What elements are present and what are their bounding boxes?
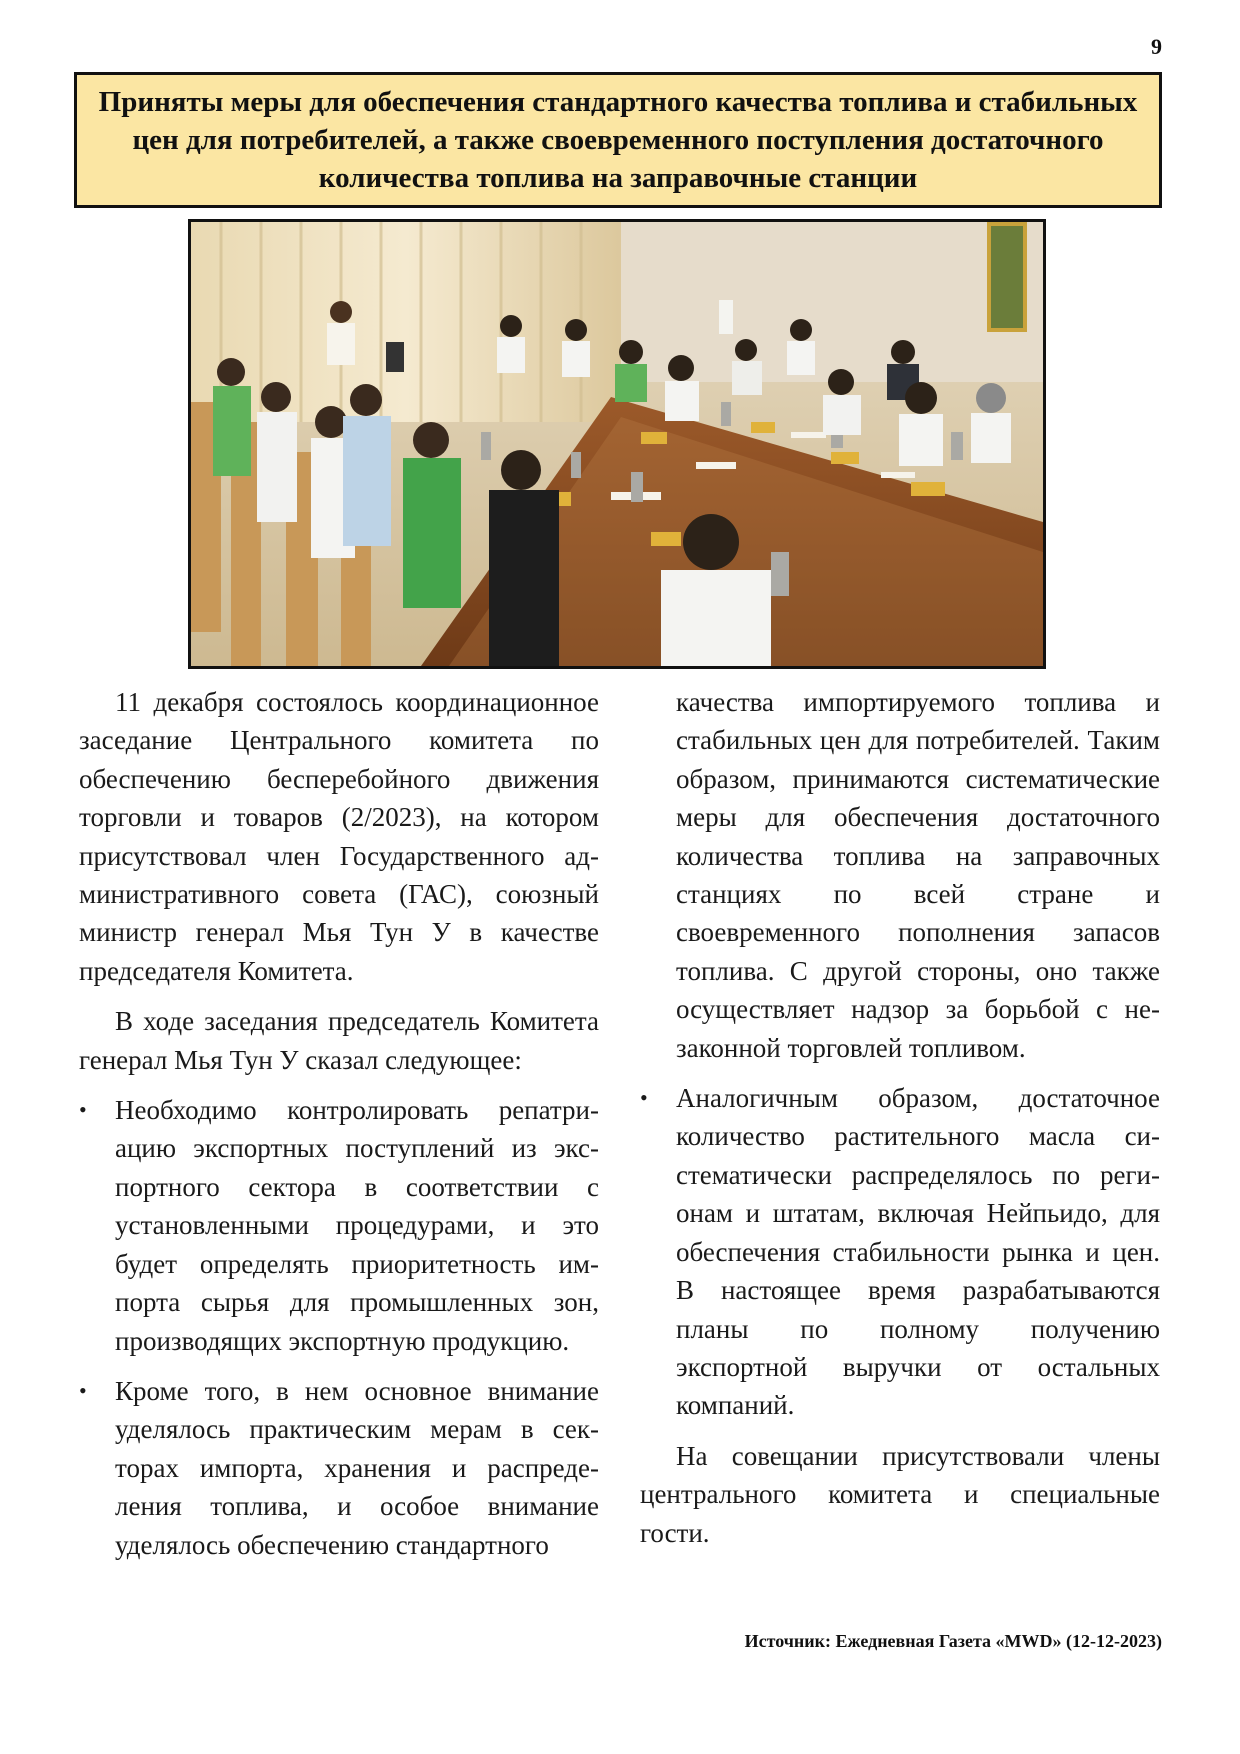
left-column <box>79 683 599 1576</box>
bullet-icon: • <box>79 1377 87 1403</box>
bullet-text: Необходимо контролировать репатриацию экспортных поступлений из экспортного сектора в соответствии с установленными процедурами, и это будет определять приоритетность импорта сырья для промышленных зон, производящих экспортную продукцию. <box>115 1095 599 1356</box>
list-item <box>79 1091 599 1360</box>
source-credit: Источник: Ежедневная Газета «MWD» (12-12-2023) <box>744 1631 1162 1651</box>
bullet-icon: • <box>640 1085 648 1111</box>
bullet-continuation: качества импортируемого топлива и стабильных цен для потребителей. Таким образом, принимаются систематические меры для обеспечения достаточного количества топлива на заправочных станциях по всей стране и своевременного пополнения запасов топлива. С другой стороны, оно также осуществляет надзор за борьбой с незаконной торговлей топливом. <box>676 687 1160 1063</box>
bullet-text: Аналогичным образом, достаточное количество растительного масла систематически распределялось по регионам и штатам, включая Нейпьидо, для обеспечения стабильности рынка и цен. В настоящее время разрабатываются планы по полному получению экспортной выручки от остальных компаний. <box>676 1083 1160 1421</box>
meeting-photo-illustration <box>191 222 1043 666</box>
bullet-icon: • <box>79 1097 87 1123</box>
list-item <box>79 1372 599 1564</box>
headline: Приняты меры для обеспечения стандартного качества топлива и стабильных цен для потребителей, а также своевременного поступления достаточного количества топлива на заправочные станции <box>98 86 1138 194</box>
bullet-text: Кроме того, в нем основное внимание уделялось практическим мерам в секторах импорта, хранения и распределения топлива, и особое внимание уделялось обеспечению стандартного <box>115 1375 599 1560</box>
bullet-list-left <box>79 1091 599 1564</box>
paragraph-intro: 11 декабря состоялось координационное заседание Центрального комитета по обеспечению бесперебойного движения торговли и товаров (2/2023), на котором присутствовал член Государственного административного совета (ГАС), союзный министр генерал Мья Тун У в качестве председателя Комитета. <box>79 687 599 986</box>
meeting-photo <box>188 219 1046 669</box>
paragraph-closing: На совещании присутствовали члены центрального комитета и специальные гости. <box>640 1440 1160 1548</box>
paragraph-chair-speech: В ходе заседания председатель Комитета генерал Мья Тун У сказал следующее: <box>79 1006 599 1075</box>
headline-box <box>74 72 1162 208</box>
bullet-list-right <box>640 1079 1160 1425</box>
right-column <box>640 683 1160 1564</box>
page-number: 9 <box>1151 34 1162 59</box>
list-item <box>640 1079 1160 1425</box>
